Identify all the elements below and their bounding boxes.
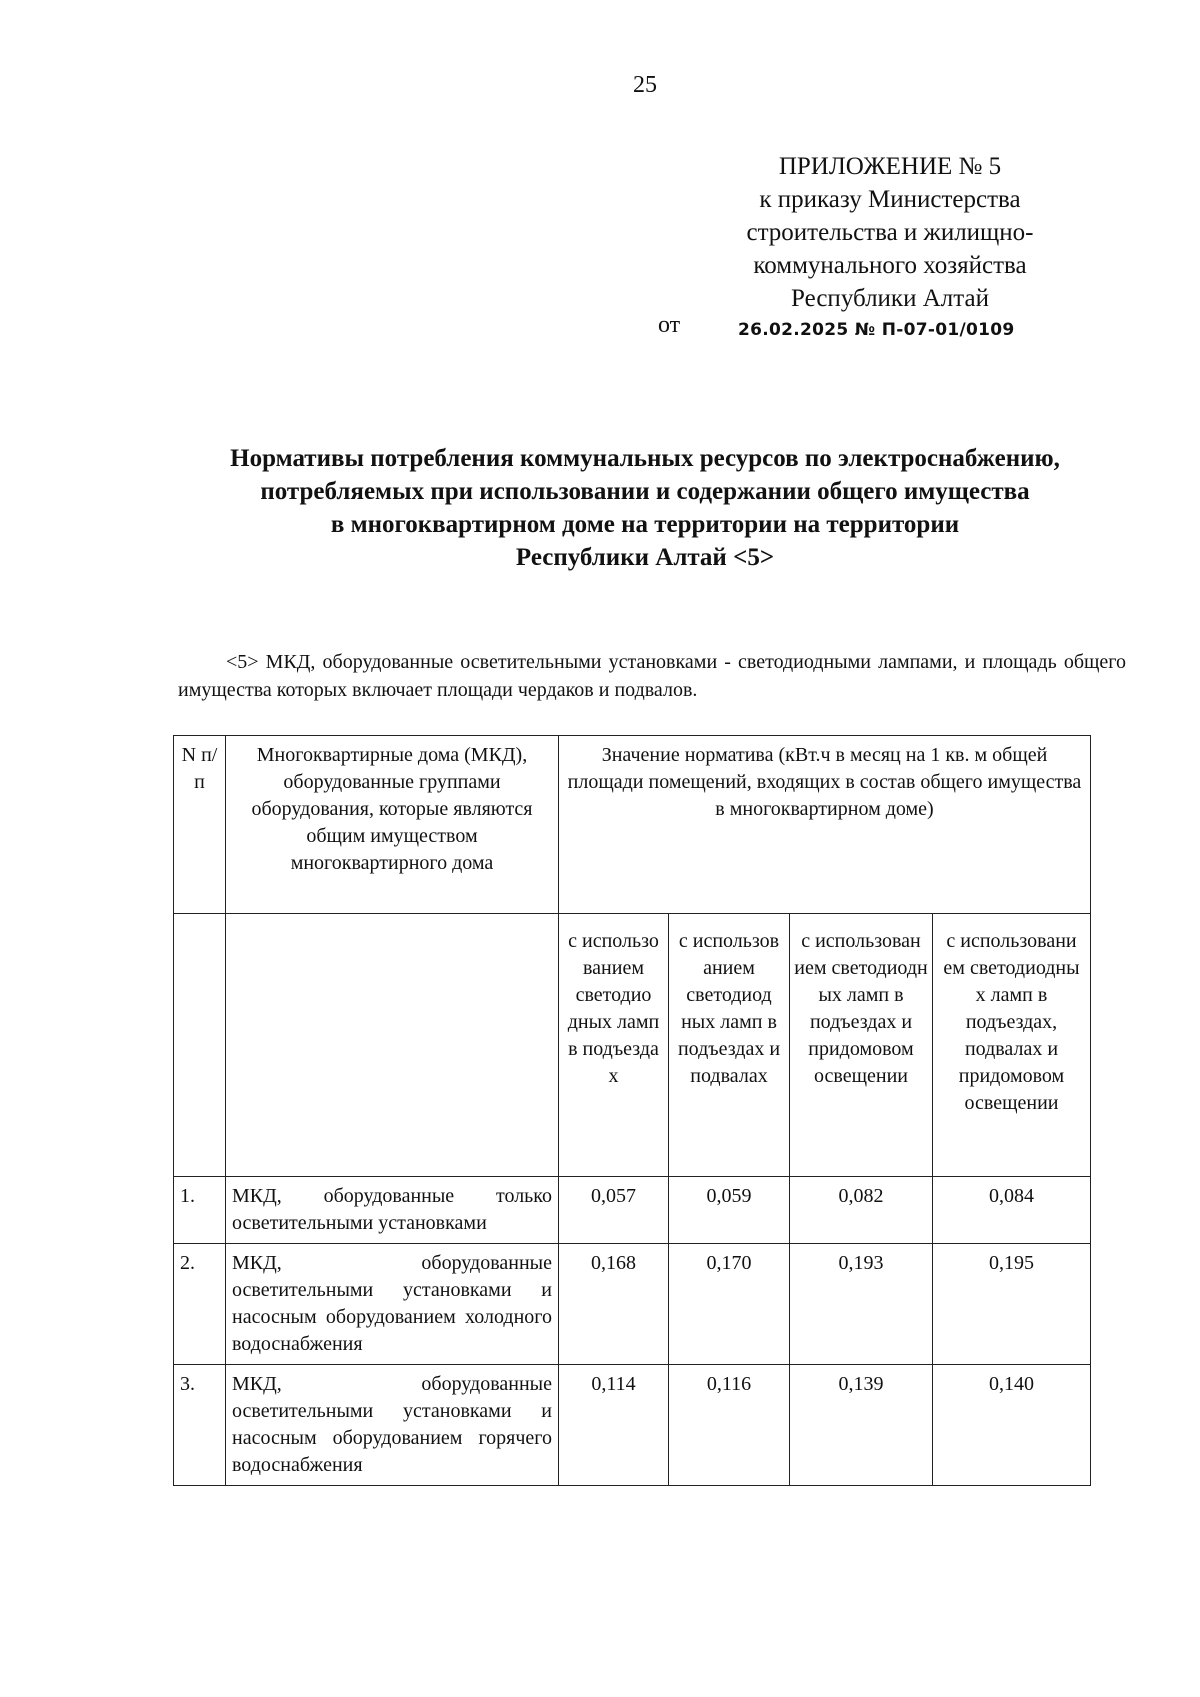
title-line: Республики Алтай <5>	[515, 544, 775, 571]
appendix-line: коммунального хозяйства	[753, 252, 1027, 279]
table-row	[174, 1244, 1091, 1365]
row-description: МКД, оборудованные только осветительными установками	[226, 1177, 559, 1244]
footnote-text: <5> МКД, оборудованные осветительными установками - светодиодными лампами, и площадь общего имущества которых включает площади чердаков и подвалов.	[178, 651, 1126, 701]
subheader-cell: с использов анием светодиод ных ламп в подъездах и подвалах	[669, 914, 790, 1177]
value-cell: 0,057	[559, 1177, 669, 1244]
value-cell: 0,195	[933, 1244, 1091, 1365]
subheader-cell: с использовани ем светодиодны х ламп в подъездах, подвалах и придомовом освещении	[933, 914, 1091, 1177]
row-number: 1.	[174, 1177, 226, 1244]
norms-table	[173, 735, 1091, 1486]
table-header-row	[174, 736, 1091, 914]
value-cell: 0,140	[933, 1365, 1091, 1486]
table-row	[174, 1177, 1091, 1244]
value-cell: 0,114	[559, 1365, 669, 1486]
value-cell: 0,170	[669, 1244, 790, 1365]
empty-cell	[174, 914, 226, 1177]
value-cell: 0,193	[790, 1244, 933, 1365]
row-description: МКД, оборудованные осветительными установками и насосным оборудованием холодного водоснабжения	[226, 1244, 559, 1365]
title-line: Нормативы потребления коммунальных ресурсов по электроснабжению,	[230, 445, 1060, 472]
value-cell: 0,116	[669, 1365, 790, 1486]
empty-cell	[226, 914, 559, 1177]
appendix-line: строительства и жилищно-	[746, 219, 1034, 246]
value-cell: 0,059	[669, 1177, 790, 1244]
appendix-block	[700, 150, 1080, 315]
value-cell: 0,139	[790, 1365, 933, 1486]
appendix-line: к приказу Министерства	[759, 186, 1021, 213]
header-desc: Многоквартирные дома (МКД), оборудованные группами оборудования, которые являются общим имуществом многоквартирного дома	[226, 736, 559, 914]
footnote	[178, 648, 1126, 704]
value-cell: 0,084	[933, 1177, 1091, 1244]
table-row	[174, 1365, 1091, 1486]
value-cell: 0,082	[790, 1177, 933, 1244]
subheader-cell: с использо ванием светодио дных ламп в подъезда х	[559, 914, 669, 1177]
appendix-title: ПРИЛОЖЕНИЕ № 5	[778, 153, 1002, 180]
row-description: МКД, оборудованные осветительными установками и насосным оборудованием горячего водоснабжения	[226, 1365, 559, 1486]
header-value: Значение норматива (кВт.ч в месяц на 1 кв. м общей площади помещений, входящих в состав общего имущества в многоквартирном доме)	[559, 736, 1091, 914]
table-subheader-row	[174, 914, 1091, 1177]
header-num: N п/п	[174, 736, 226, 914]
from-label: от	[658, 312, 681, 338]
title-line: в многоквартирном доме на территории на территории	[330, 511, 960, 538]
value-cell: 0,168	[559, 1244, 669, 1365]
order-number: 26.02.2025 № П-07-01/0109	[738, 320, 1015, 340]
appendix-line: Республики Алтай	[791, 285, 989, 312]
document-title	[160, 442, 1130, 574]
subheader-cell: с использован ием светодиодн ых ламп в подъездах и придомовом освещении	[790, 914, 933, 1177]
row-number: 2.	[174, 1244, 226, 1365]
title-line: потребляемых при использовании и содержании общего имущества	[260, 478, 1030, 505]
row-number: 3.	[174, 1365, 226, 1486]
page-number: 25	[633, 72, 657, 98]
